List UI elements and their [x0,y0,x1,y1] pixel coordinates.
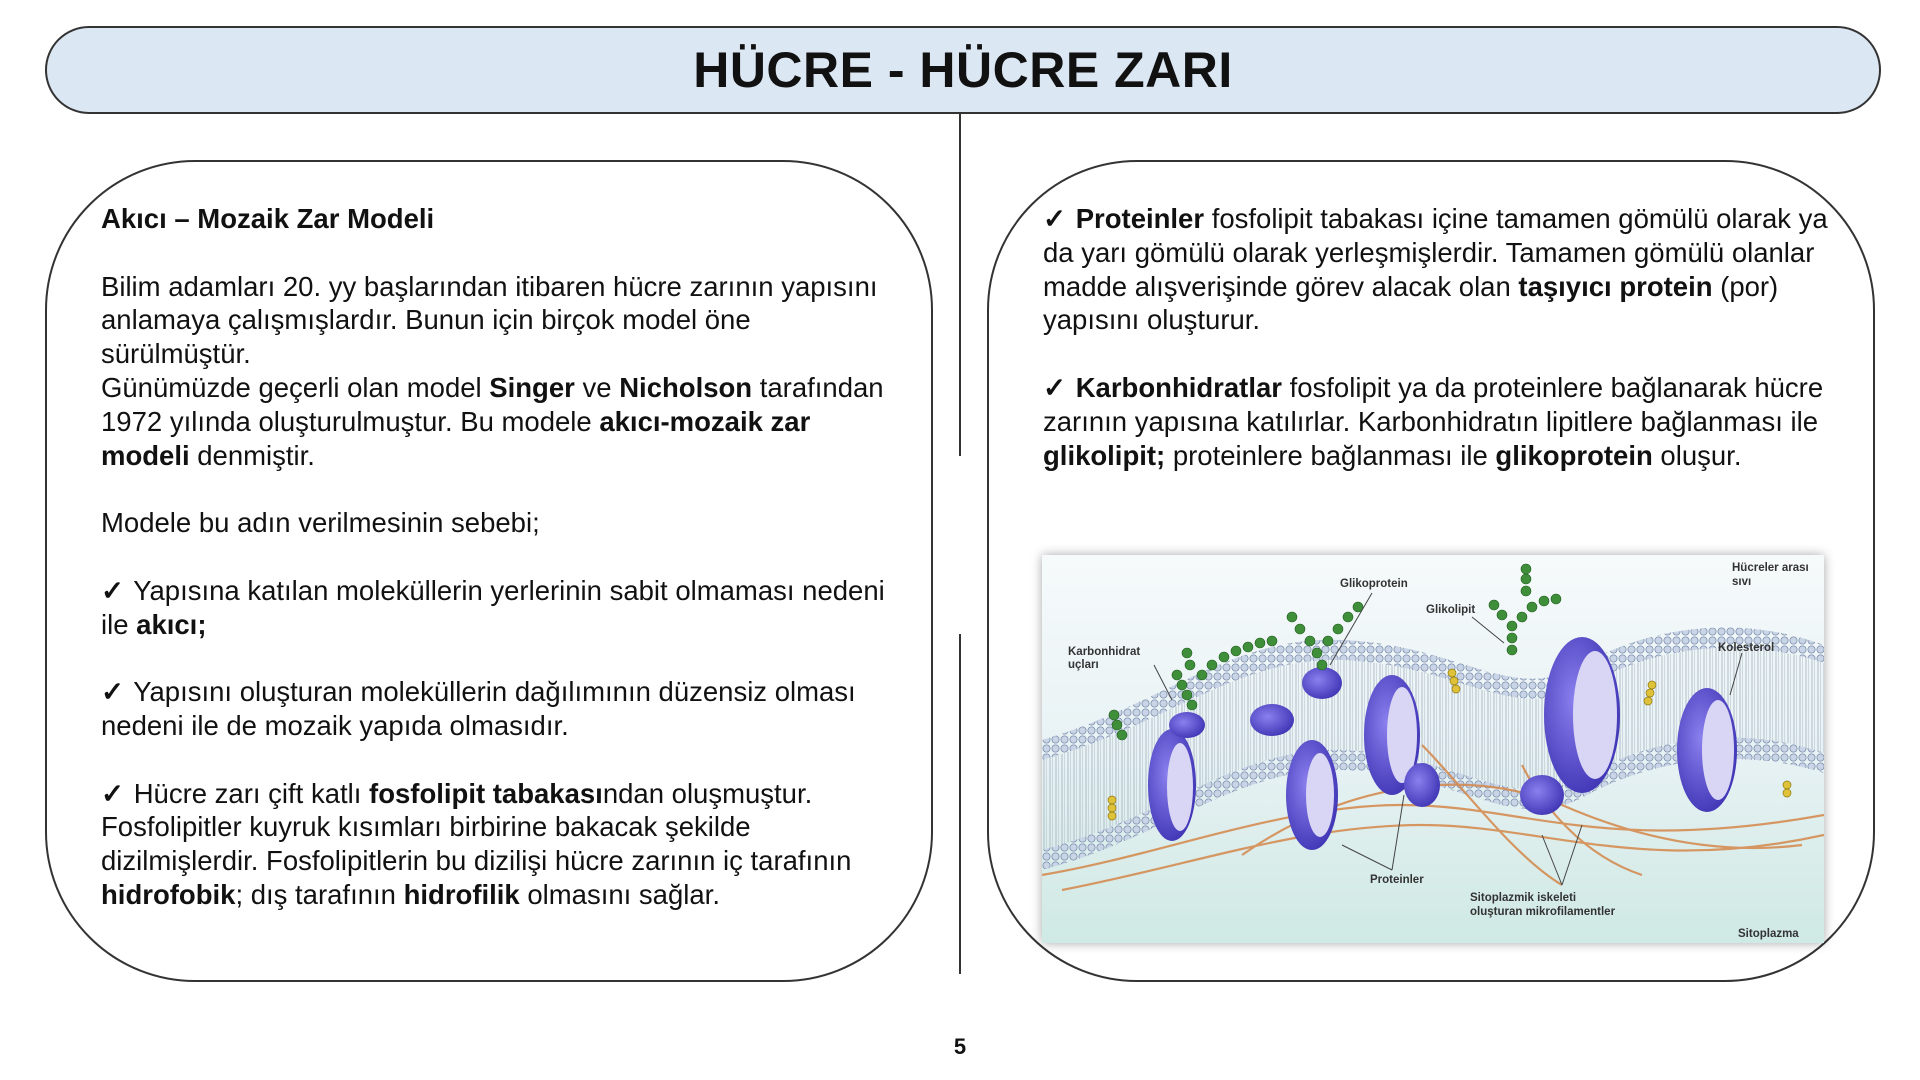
bullet-akici: ✓ Yapısına katılan moleküllerin yerlerinin sabit olmaması nedeni ile akıcı; [101,574,885,640]
label-proteinler: Proteinler [1370,874,1424,886]
intro-paragraph: Bilim adamları 20. yy başlarından itibaren hücre zarının yapısını anlamaya çalışmışlardır. Bunun için birçok model öne sürülmüştür. Günümüzde geçerli olan model Singer ve Nicholson tarafından 1972 yılında oluşturulmuştur. Bu modele akıcı-mozaik zar modeli denmiştir. [101,270,884,471]
bullet-mozaik: ✓ Yapısını oluşturan moleküllerin dağılımının düzensiz olması nedeni ile de mozaik yapıda olmasıdır. [101,676,856,741]
label-mikrofilamentler: oluşturan mikrofilamentler [1470,906,1616,918]
label-hucreler-arasi: Hücreler arası [1732,562,1809,574]
reason-intro: Modele bu adın verilmesinin sebebi; [101,507,540,539]
membrane-diagram [1042,555,1824,943]
section-heading: Akıcı – Mozaik Zar Modeli [101,203,435,234]
check-icon: ✓ [101,676,125,708]
check-icon: ✓ [1043,371,1067,403]
label-karbonhidrat: Karbonhidrat [1068,646,1141,658]
label-sivi: sıvı [1732,576,1752,588]
membrane-illustration [1042,555,1824,943]
page-title: HÜCRE - HÜCRE ZARI [693,42,1233,98]
label-glikolipit: Glikolipit [1426,604,1476,616]
check-icon: ✓ [101,574,125,606]
left-text [101,202,901,912]
title-bar [45,26,1881,114]
center-divider-top [959,114,961,456]
right-text [1043,202,1843,472]
check-icon: ✓ [1043,203,1067,234]
left-panel [45,160,933,982]
bullet-proteinler: ✓ Proteinler fosfolipit tabakası içine tamamen gömülü olarak ya da yarı gömülü olarak yerleşmişlerdir. Tamamen gömülü olanlar madde alışverişinde görev alacak olan taşıyıcı protein (por) yapısını oluşturur. [1043,203,1828,336]
right-panel [987,160,1875,982]
page-number: 5 [953,1034,967,1059]
label-glikoprotein: Glikoprotein [1340,578,1408,590]
center-divider-bottom [959,634,961,974]
label-uclari: uçları [1068,659,1099,671]
check-icon: ✓ [101,777,125,809]
bullet-karbonhidratlar: ✓ Karbonhidratlar fosfolipit ya da proteinlere bağlanarak hücre zarının yapısına katılırlar. Karbonhidratın lipitlere bağlanması ile glikolipit; proteinlere bağlanması ile glikoprotein oluşur. [1043,371,1824,471]
label-kolesterol: Kolesterol [1718,642,1775,654]
label-sitoplazmik-iskelet: Sitoplazmik iskeleti [1470,892,1577,904]
label-sitoplazma: Sitoplazma [1738,928,1799,940]
bullet-fosfolipit: ✓ Hücre zarı çift katlı fosfolipit tabakasından oluşmuştur. Fosfolipitler kuyruk kısımları birbirine bakacak şekilde dizilmişlerdir. Fosfolipitlerin bu dizilişi hücre zarının iç tarafının hidrofobik; dış tarafının hidrofilik olmasını sağlar. [101,777,852,910]
